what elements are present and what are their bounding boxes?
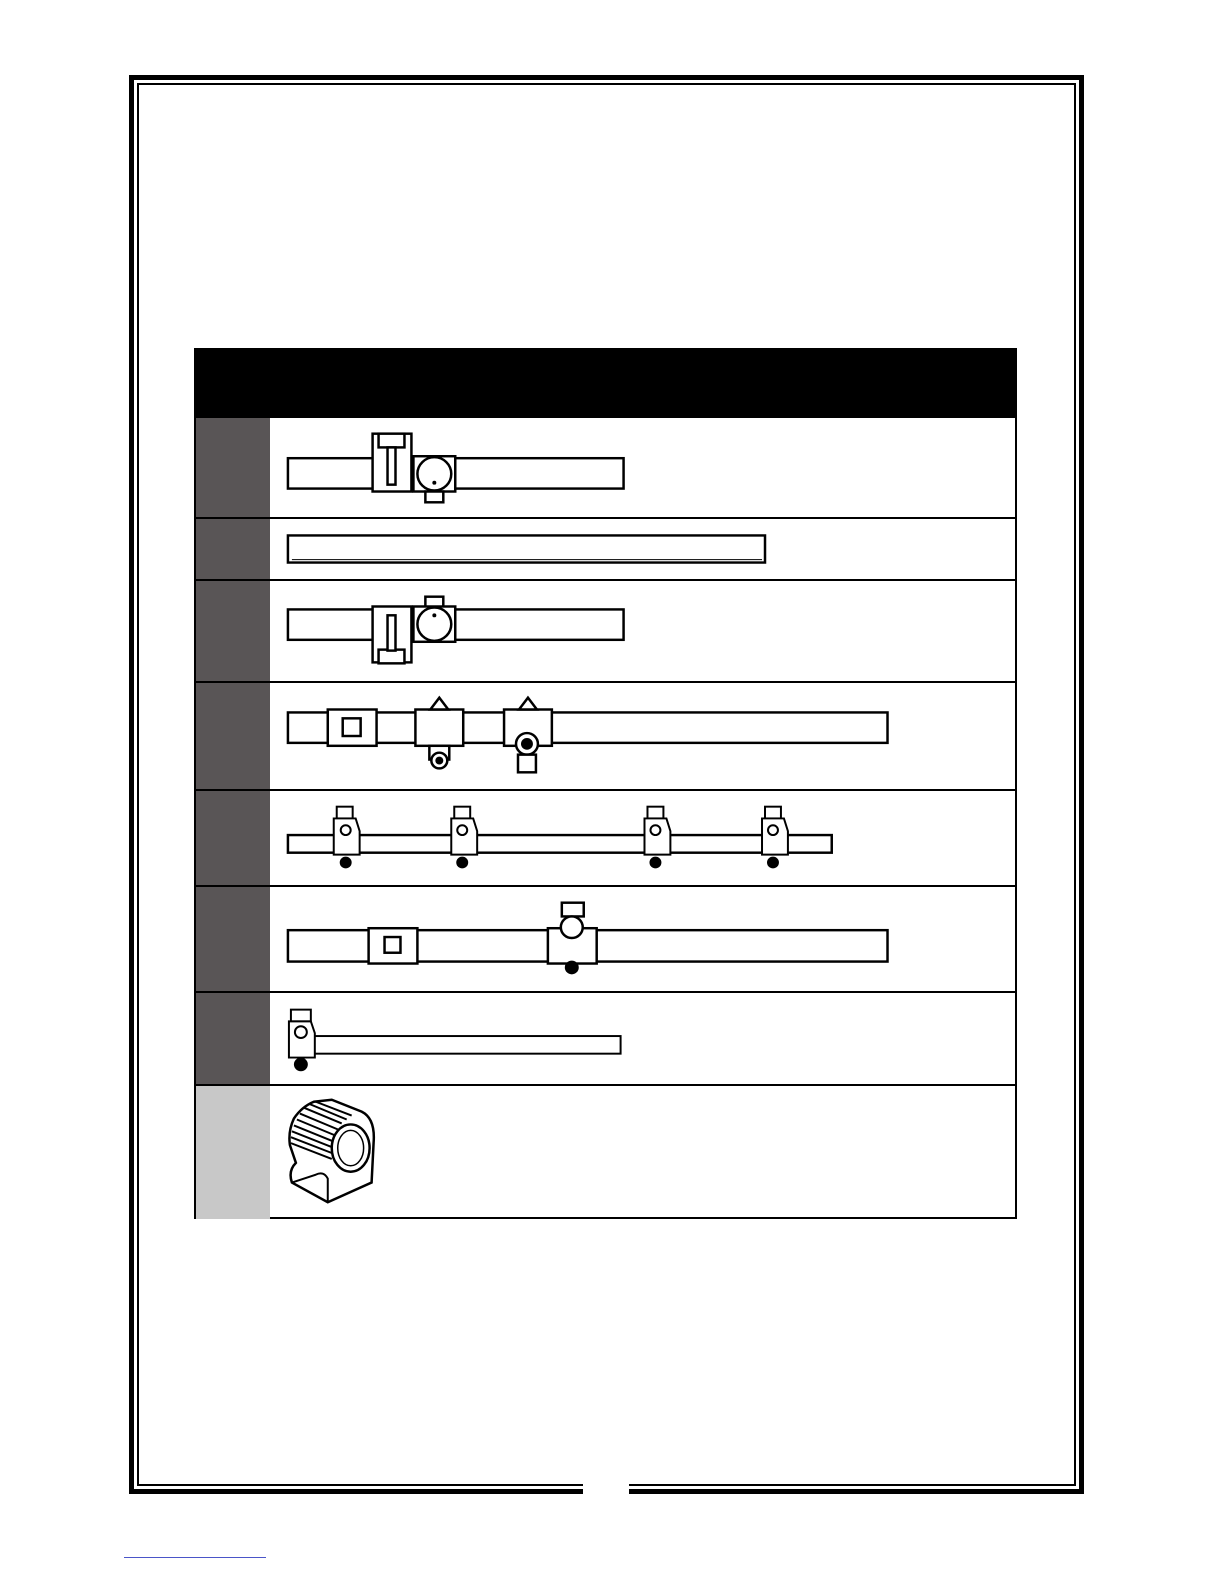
row-illustration-cell <box>270 581 1015 681</box>
row-label-cell <box>196 1086 270 1219</box>
table-row <box>196 681 1015 789</box>
table-row <box>196 517 1015 579</box>
row-label-cell <box>196 519 270 579</box>
row-label-cell <box>196 887 270 991</box>
table-row <box>196 1084 1015 1219</box>
bar-with-two-clamps-illustration <box>270 887 1015 991</box>
row-illustration-cell <box>270 519 1015 579</box>
row-illustration-cell <box>270 993 1015 1084</box>
knurled-clamp-block-illustration <box>270 1086 1015 1219</box>
parts-table <box>194 348 1017 1219</box>
page-number-gap <box>583 1478 629 1498</box>
short-bar-with-end-clamp-illustration <box>270 993 1015 1084</box>
plain-tube-illustration <box>270 519 1015 579</box>
footer-link-underline[interactable] <box>124 1557 266 1558</box>
row-label-cell <box>196 683 270 789</box>
row-illustration-cell <box>270 418 1015 517</box>
table-row <box>196 579 1015 681</box>
table-row <box>196 885 1015 991</box>
row-label-cell <box>196 581 270 681</box>
row-label-cell <box>196 418 270 517</box>
crossbar-with-center-clamp-down-illustration <box>270 418 1015 517</box>
row-illustration-cell <box>270 791 1015 885</box>
table-header <box>196 350 1015 416</box>
crossbar-with-center-clamp-up-illustration <box>270 581 1015 681</box>
row-illustration-cell <box>270 1086 1015 1219</box>
table-row <box>196 416 1015 517</box>
table-row <box>196 789 1015 885</box>
bar-with-four-clamps-illustration <box>270 791 1015 885</box>
row-illustration-cell <box>270 683 1015 789</box>
row-illustration-cell <box>270 887 1015 991</box>
table-row <box>196 991 1015 1084</box>
row-label-cell <box>196 791 270 885</box>
bar-with-three-clamps-illustration <box>270 683 1015 789</box>
row-label-cell <box>196 993 270 1084</box>
